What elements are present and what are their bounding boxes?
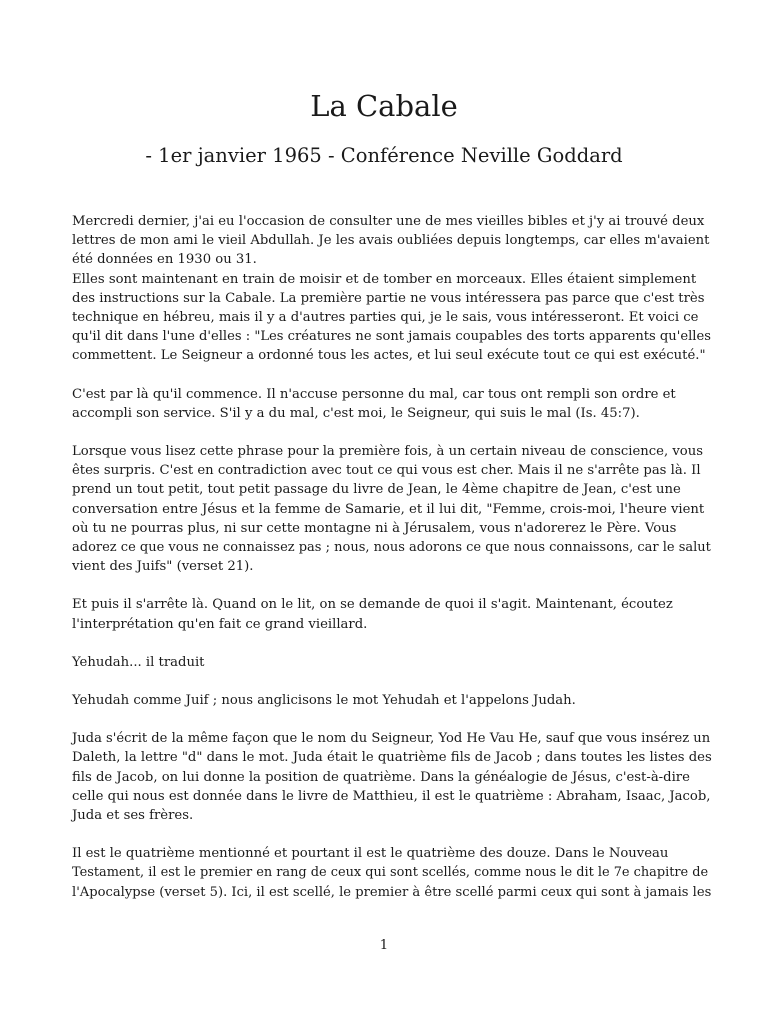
text-line: celle qui nous est donnée dans le livre de Matthieu, il est le quatrième : Abraham, Isaac, Jacob, bbox=[72, 788, 711, 804]
document-subtitle: - 1er janvier 1965 - Conférence Neville Goddard bbox=[145, 144, 623, 167]
text-line: des instructions sur la Cabale. La première partie ne vous intéressera pas parce que c'est très bbox=[72, 290, 705, 306]
text-line: Il est le quatrième mentionné et pourtant il est le quatrième des douze. Dans le Nouveau bbox=[72, 846, 669, 862]
paragraph bbox=[72, 442, 712, 576]
text-line: Et puis il s'arrête là. Quand on le lit, on se demande de quoi il s'agit. Maintenant, écoutez bbox=[72, 597, 673, 613]
text-line: adorez ce que vous ne connaissez pas ; nous, nous adorons ce que nous connaissons, car le salut bbox=[72, 540, 711, 556]
paragraph bbox=[72, 729, 712, 825]
paragraph bbox=[72, 385, 712, 423]
text-line: l'Apocalypse (verset 5). Ici, il est scellé, le premier à être scellé parmi ceux qui sont à jamais les bbox=[72, 884, 712, 900]
text-line: accompli son service. S'il y a du mal, c'est moi, le Seigneur, qui suis le mal (Is. 45:7). bbox=[72, 405, 640, 421]
text-line: C'est par là qu'il commence. Il n'accuse personne du mal, car tous ont rempli son ordre et bbox=[72, 386, 676, 402]
text-line: Juda s'écrit de la même façon que le nom du Seigneur, Yod He Vau He, sauf que vous insérez un bbox=[72, 731, 711, 747]
paragraph bbox=[72, 691, 712, 710]
text-line: qu'il dit dans l'une d'elles : "Les créatures ne sont jamais coupables des torts apparents qu'elles bbox=[72, 329, 711, 345]
text-line: Daleth, la lettre "d" dans le mot. Juda était le quatrième fils de Jacob ; dans toutes les listes des bbox=[72, 750, 712, 766]
text-line: Yehudah... il traduit bbox=[72, 654, 205, 670]
text-line: commettent. Le Seigneur a ordonné tous les actes, et lui seul exécute tout ce qui est exécuté." bbox=[72, 348, 706, 364]
text-line: prend un tout petit, tout petit passage du livre de Jean, le 4ème chapitre de Jean, c'est une bbox=[72, 482, 681, 498]
text-line: été données en 1930 ou 31. bbox=[72, 252, 257, 268]
text-line: Testament, il est le premier en rang de ceux qui sont scellés, comme nous le dit le 7e chapitre de bbox=[72, 865, 709, 881]
text-line: lettres de mon ami le vieil Abdullah. Je les avais oubliées depuis longtemps, car elles m'avaient bbox=[72, 233, 710, 249]
paragraph bbox=[72, 595, 712, 633]
text-line: êtes surpris. C'est en contradiction avec tout ce qui vous est cher. Mais il ne s'arrête pas là. Il bbox=[72, 463, 701, 479]
page-number: 1 bbox=[379, 938, 389, 953]
paragraph bbox=[72, 844, 712, 902]
paragraph bbox=[72, 212, 712, 366]
text-line: Juda et ses frères. bbox=[72, 808, 194, 824]
text-line: conversation entre Jésus et la femme de Samarie, et il lui dit, "Femme, crois-moi, l'heure vient bbox=[72, 501, 705, 517]
document-body bbox=[72, 212, 712, 921]
text-line: l'interprétation qu'en fait ce grand vieillard. bbox=[72, 616, 368, 632]
text-line: technique en hébreu, mais il y a d'autres parties qui, je le sais, vous intéresseront. Et voici ce bbox=[72, 310, 699, 326]
text-line: Lorsque vous lisez cette phrase pour la première fois, à un certain niveau de conscience, vous bbox=[72, 444, 704, 460]
document-title: La Cabale bbox=[310, 89, 458, 123]
text-line: vient des Juifs" (verset 21). bbox=[72, 559, 254, 575]
paragraph bbox=[72, 653, 712, 672]
text-line: Mercredi dernier, j'ai eu l'occasion de consulter une de mes vieilles bibles et j'y ai trouvé deux bbox=[72, 214, 705, 229]
text-line: Yehudah comme Juif ; nous anglicisons le mot Yehudah et l'appelons Judah. bbox=[72, 693, 576, 709]
text-line: où tu ne pourras plus, ni sur cette montagne ni à Jérusalem, vous n'adorerez le Père. Vous bbox=[72, 520, 677, 536]
text-line: Elles sont maintenant en train de moisir et de tomber en morceaux. Elles étaient simplement bbox=[72, 271, 697, 287]
text-line: fils de Jacob, on lui donne la position de quatrième. Dans la généalogie de Jésus, c'est-à-dire bbox=[72, 769, 690, 785]
